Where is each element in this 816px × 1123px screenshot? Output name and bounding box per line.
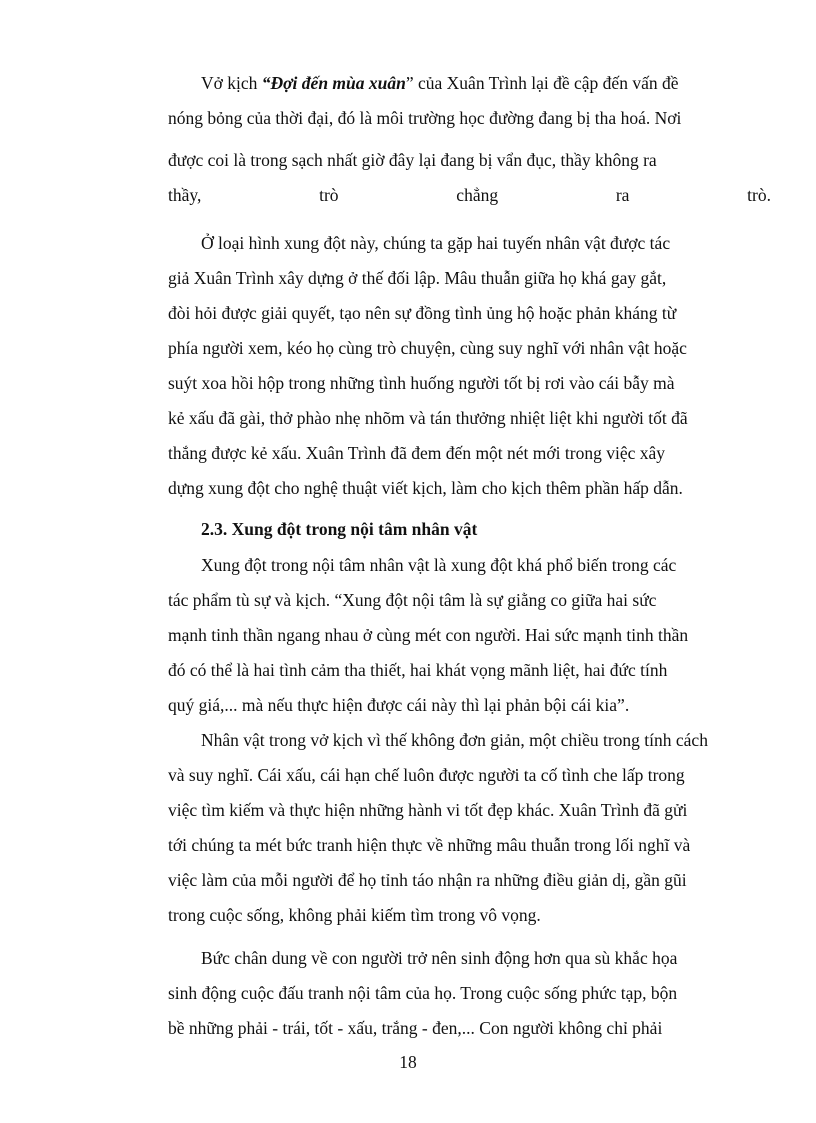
word: ra (615, 185, 630, 205)
paragraph-3-line-5: quý giá,... mà nếu thực hiện được cái này thì lại phản bội cái kia”. (168, 695, 630, 715)
paragraph-1-line-1 (201, 72, 679, 94)
section-heading: 2.3. Xung đột trong nội tâm nhân vật (201, 519, 478, 539)
paragraph-2-line-3: đòi hỏi được giải quyết, tạo nên sự đồng tình ủng hộ hoặc phản kháng từ (168, 303, 677, 323)
paragraph-4-line-1: Nhân vật trong vở kịch vì thế không đơn giản, một chiều trong tính cách (201, 730, 708, 750)
paragraph-2-line-1: Ở loại hình xung đột này, chúng ta gặp hai tuyến nhân vật được tác (201, 233, 671, 253)
paragraph-1-line-4 (168, 184, 771, 206)
paragraph-5-line-3: bề những phải - trái, tốt - xấu, trắng - đen,... Con người không chỉ phải (168, 1018, 663, 1038)
paragraph-3-line-3: mạnh tinh thần ngang nhau ở cùng mét con người. Hai sức mạnh tinh thần (168, 625, 689, 645)
word: chẳng (456, 185, 499, 205)
paragraph-3-line-1: Xung đột trong nội tâm nhân vật là xung đột khá phổ biến trong các (201, 555, 677, 575)
paragraph-4-line-5: việc làm của mỗi người để họ tỉnh táo nhận ra những điều giản dị, gần gũi (168, 870, 687, 890)
paragraph-3-line-4: đó có thể là hai tình cảm tha thiết, hai khát vọng mãnh liệt, hai đức tính (168, 660, 668, 680)
paragraph-2-line-6: kẻ xấu đã gài, thở phào nhẹ nhõm và tán thưởng nhiệt liệt khi người tốt đã (168, 408, 688, 428)
paragraph-2-line-2: giả Xuân Trình xây dựng ở thế đối lập. Mâu thuẫn giữa họ khá gay gắt, (168, 268, 667, 288)
paragraph-5-line-1: Bức chân dung về con người trở nên sinh động hơn qua sù khắc họa (201, 948, 678, 968)
page-number: 18 (399, 1052, 417, 1072)
paragraph-1-line-3: được coi là trong sạch nhất giờ đây lại đang bị vẩn đục, thầy không ra (168, 150, 657, 170)
word: trò (319, 185, 339, 205)
paragraph-4-line-6: trong cuộc sống, không phải kiếm tìm trong vô vọng. (168, 905, 541, 925)
paragraph-4-line-2: và suy nghĩ. Cái xấu, cái hạn chế luôn được người ta cố tình che lấp trong (168, 765, 685, 785)
paragraph-4-line-3: việc tìm kiếm và thực hiện những hành vi tốt đẹp khác. Xuân Trình đã gửi (168, 800, 688, 820)
word: thầy, (168, 185, 202, 205)
paragraph-3-line-2: tác phẩm tù sự và kịch. “Xung đột nội tâm là sự giằng co giữa hai sức (168, 590, 657, 610)
play-title: “Đợi đến mùa xuân (261, 73, 406, 93)
paragraph-4-line-4: tới chúng ta mét bức tranh hiện thực về những mâu thuẫn trong lối nghĩ và (168, 835, 691, 855)
text-run: ” của Xuân Trình lại đề cập đến vấn đề (405, 73, 679, 93)
text-run: Vở kịch (201, 73, 262, 93)
paragraph-5-line-2: sinh động cuộc đấu tranh nội tâm của họ. Trong cuộc sống phức tạp, bộn (168, 983, 678, 1003)
paragraph-2-line-5: suýt xoa hồi hộp trong những tình huống người tốt bị rơi vào cái bẫy mà (168, 373, 675, 393)
paragraph-2-line-8: dựng xung đột cho nghệ thuật viết kịch, làm cho kịch thêm phần hấp dẫn. (168, 478, 683, 498)
paragraph-2-line-7: thắng được kẻ xấu. Xuân Trình đã đem đến một nét mới trong việc xây (168, 443, 665, 463)
word: trò. (747, 185, 771, 205)
paragraph-2-line-4: phía người xem, kéo họ cùng trò chuyện, cùng suy nghĩ với nhân vật hoặc (168, 338, 687, 358)
paragraph-1-line-2: nóng bỏng của thời đại, đó là môi trường học đường đang bị tha hoá. Nơi (168, 108, 682, 128)
